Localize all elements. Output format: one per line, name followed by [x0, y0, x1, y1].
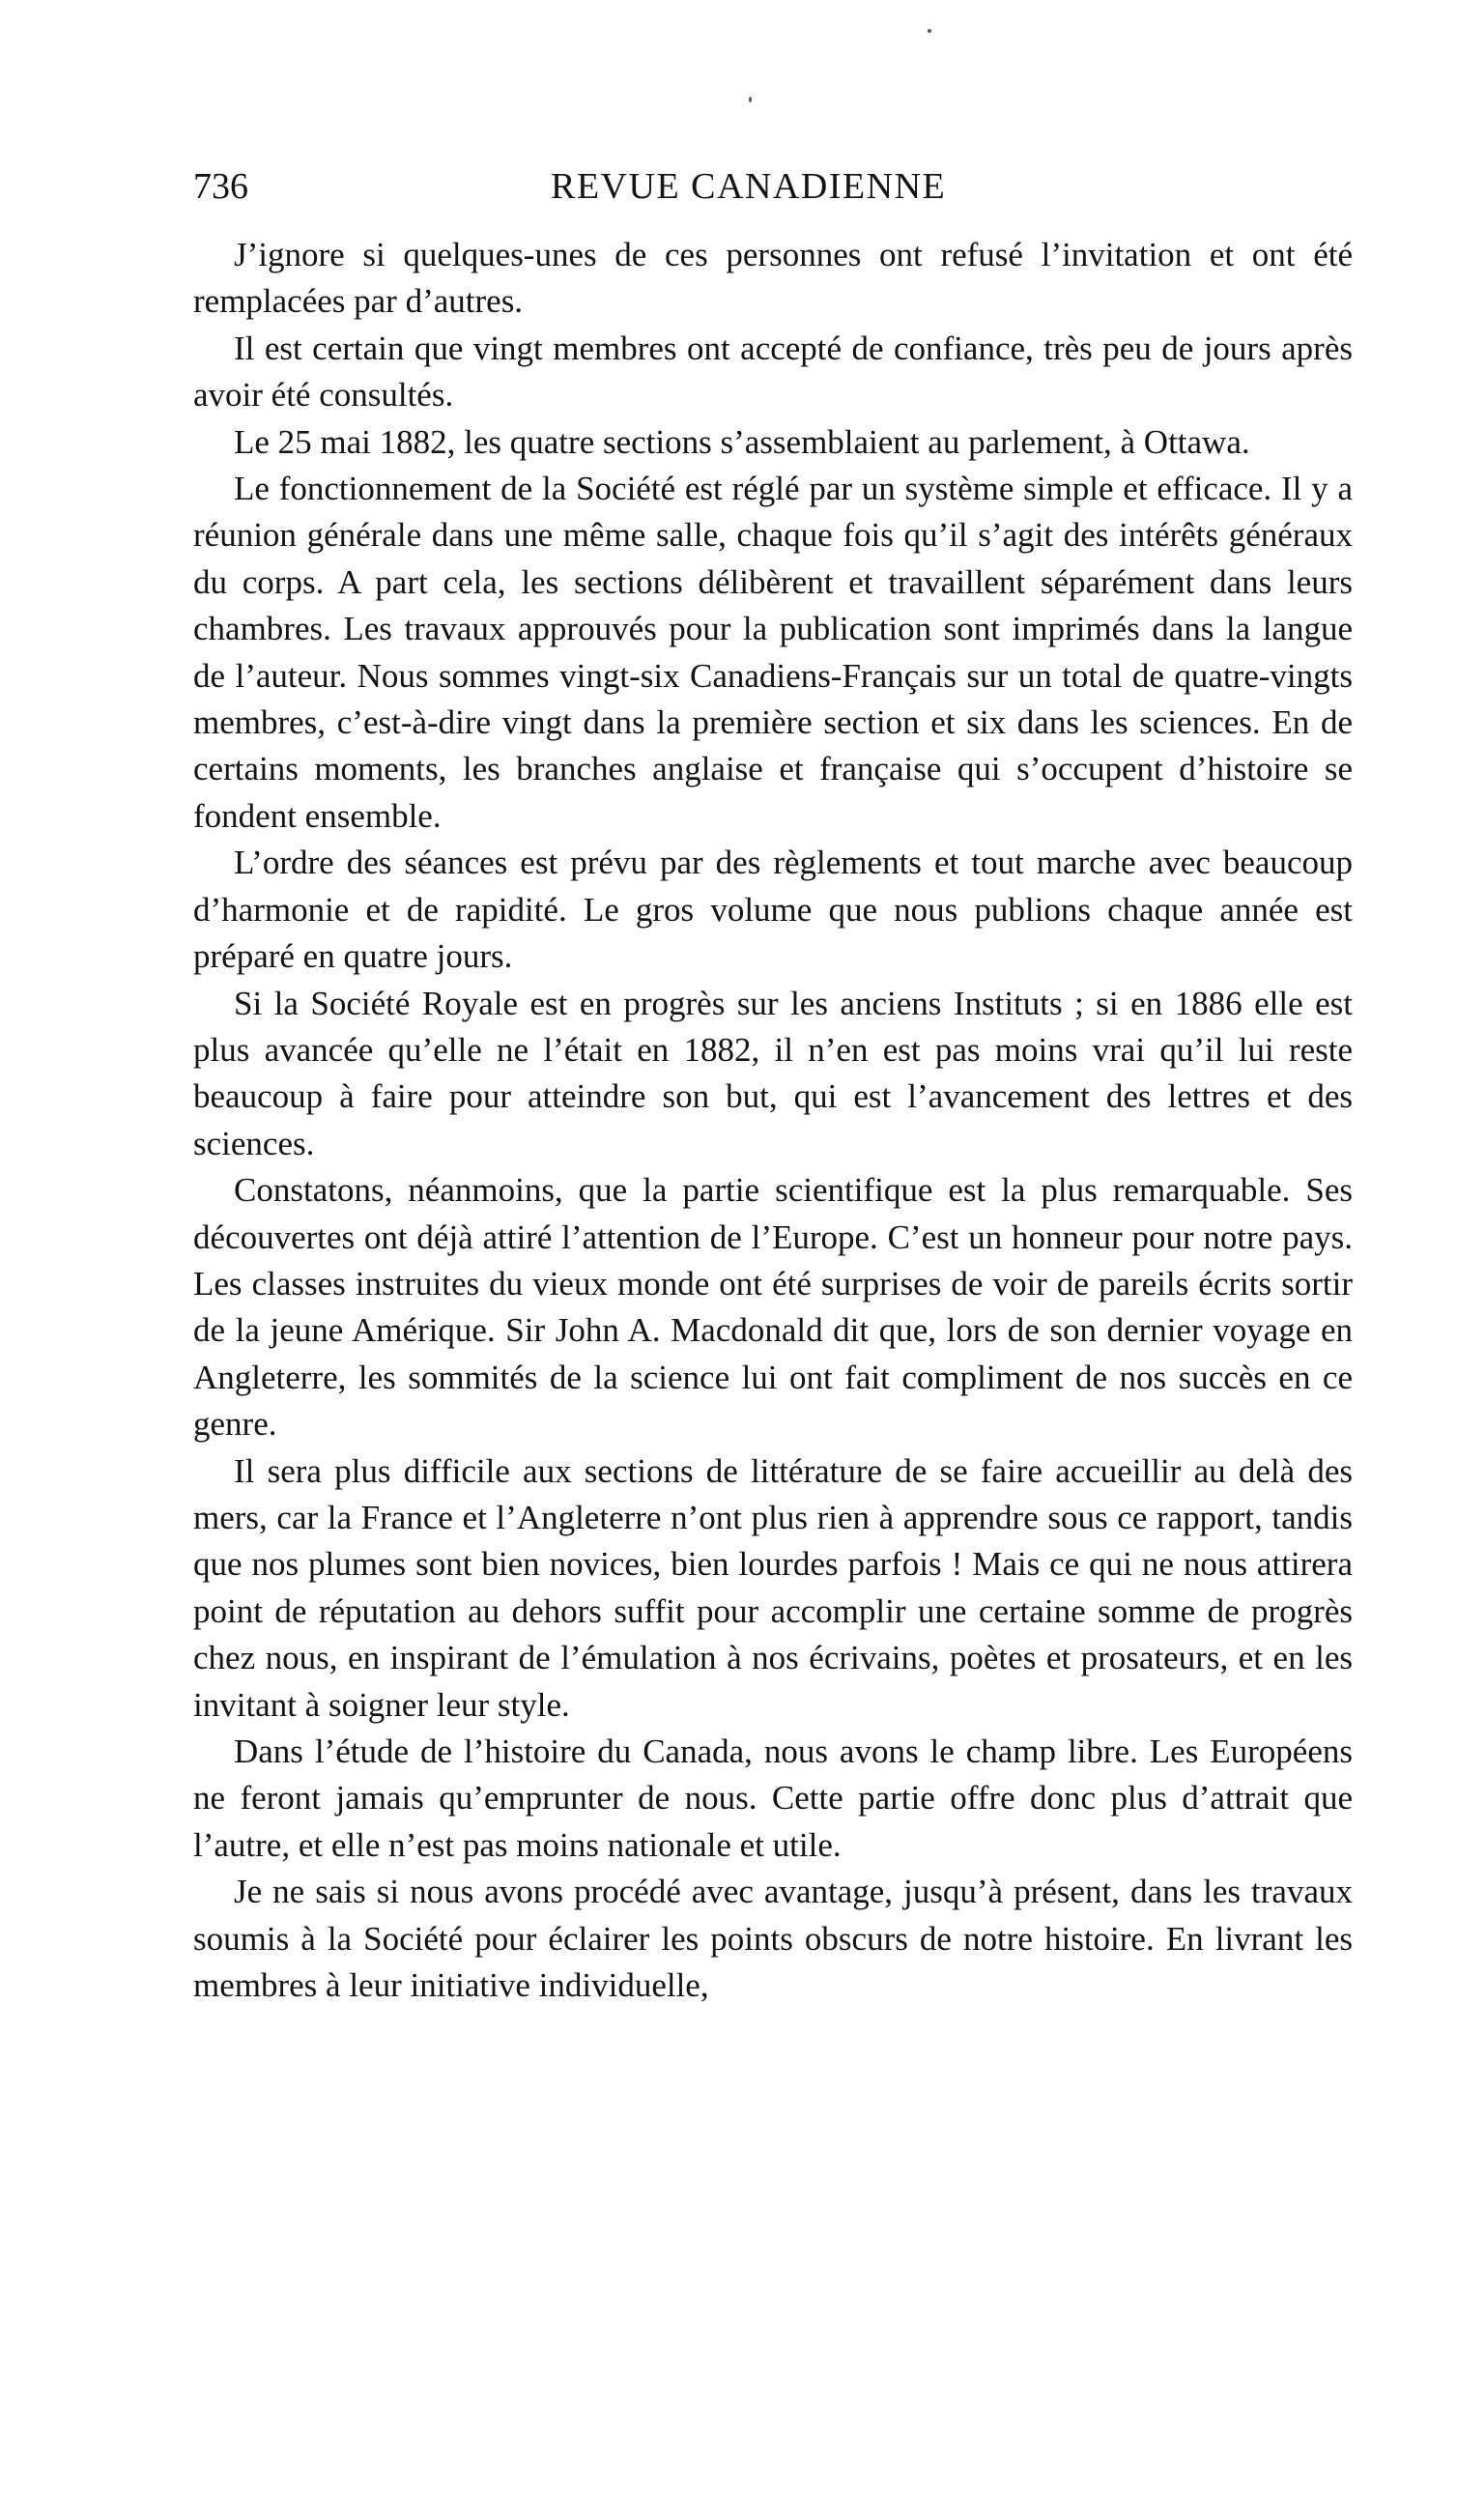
- paragraph: Constatons, néanmoins, que la partie scientifique est la plus remarquable. Ses découvertes ont déjà attiré l’attention de l’Europe. C’est un honneur pour notre pays. Les classes instruites du vieux monde ont été surprises de voir de pareils écrits sortir de la jeune Amérique. Sir John A. Macdonald dit que, lors de son dernier voyage en Angleterre, les sommités de la science lui ont fait compliment de nos succès en ce genre.: [193, 1171, 1353, 1444]
- ink-speck: [928, 29, 931, 33]
- paragraph: Je ne sais si nous avons procédé avec avantage, jusqu’à présent, dans les travaux soumis à la Société pour éclairer les points obscurs de notre histoire. En livrant les membres à leur initiative individuelle,: [193, 1873, 1353, 2005]
- paragraph: Il est certain que vingt membres ont accepté de confiance, très peu de jours après avoir été consultés.: [193, 329, 1353, 415]
- paragraph: Il sera plus difficile aux sections de littérature de se faire accueillir au delà des mers, car la France et l’Angleterre n’ont plus rien à apprendre sous ce rapport, tandis que nos plumes sont bien novices, bien lourdes parfois ! Mais ce qui ne nous attirera point de réputation au dehors suffit pour accomplir une certaine somme de progrès chez nous, en inspirant de l’émulation à nos écrivains, poètes et prosateurs, et en les invitant à soigner leur style.: [193, 1451, 1353, 1724]
- paragraph: Le fonctionnement de la Société est réglé par un système simple et efficace. Il y a réunion générale dans une même salle, chaque fois qu’il s’agit des intérêts généraux du corps. A part cela, les sections délibèrent et travaillent séparément dans leurs chambres. Les travaux approuvés pour la publication sont imprimés dans la langue de l’auteur. Nous sommes vingt-six Canadiens-Français sur un total de quatre-vingts membres, c’est-à-dire vingt dans la première section et six dans les sciences. En de certains moments, les branches anglaise et française qui s’occupent d’histoire se fondent ensemble.: [193, 470, 1353, 835]
- page-number: 736: [193, 166, 248, 207]
- paragraph: L’ordre des séances est prévu par des règlements et tout marche avec beaucoup d’harmonie et de rapidité. Le gros volume que nous publions chaque année est préparé en quatre jours.: [193, 844, 1353, 976]
- running-title: REVUE CANADIENNE: [551, 166, 947, 207]
- body-text: [193, 232, 1353, 2009]
- paragraph: Dans l’étude de l’histoire du Canada, nous avons le champ libre. Les Européens ne feront jamais qu’emprunter de nous. Cette partie offre donc plus d’attrait que l’autre, et elle n’est pas moins nationale et utile.: [193, 1732, 1353, 1864]
- paragraph: Si la Société Royale est en progrès sur les anciens Instituts ; si en 1886 elle est plus avancée qu’elle ne l’était en 1882, il n’en est pas moins vrai qu’il lui reste beaucoup à faire pour atteindre son but, qui est l’avancement des lettres et des sciences.: [193, 984, 1353, 1162]
- paragraph: Le 25 mai 1882, les quatre sections s’assemblaient au parlement, à Ottawa.: [234, 422, 1250, 461]
- running-head: [193, 162, 1353, 211]
- ink-speck: [749, 97, 752, 102]
- paragraph: J’ignore si quelques-unes de ces personnes ont refusé l’invitation et ont été remplacées par d’autres.: [193, 236, 1353, 321]
